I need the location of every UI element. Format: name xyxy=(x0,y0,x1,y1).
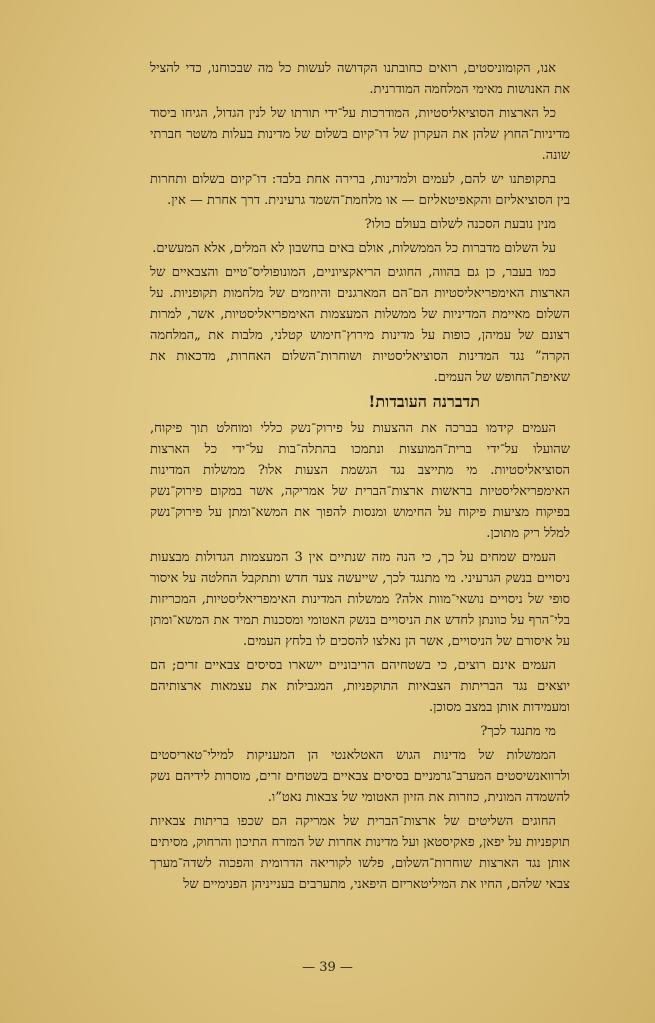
page-text xyxy=(150,58,570,898)
paragraph: מנין נובעת הסכנה לשלום בעולם כולו? xyxy=(364,217,556,232)
paragraph: הממשלות של מדינות הגוש האטלאנטי הן המעניקות למילי־טאריסטים ולרוואנשיסטים המערב־גרמניים בסיסים צבאיים בשטחים זרים, מוסרות לידיהם נשק להשמדה המונית, כוזרות את הזיון האטומי של צבאות נאט”ו. xyxy=(150,748,570,805)
paragraph: כמו בעבר, כן גם בהווה, החוגים הריאקציוניים, המונופוליס־טיים והצבאיים של הארצות האימפריאליסטיות הם־הם המארגנים והיוזמים של מלחמות תקופניות. על השלום מאיימת המדיניות של ממשלות המעצמות האימפריאליסטיות, אשר, למרות רצונם של עמיהן, כופות על מדינות מירוץ־חימוש קטלני, מלבות את „המלחמה הקרה” נגד המדינות הסוציאליסטיות ושוחרות־השלום האחרות, מדכאות את שאיפת־החופש של העמים. xyxy=(150,265,570,385)
paragraph: החוגים השליטים של ארצות־הברית של אמריקה הם שכפו בריתות צבאיות תוקפניות על יפאן, פאקיסטאן ועל מדינות אחרות של המזרח התיכון והרחוק, מסיתים אותן נגד הארצות שוחרות־השלום, פלשו לקוריאה הדרומית והפכוה לשדה־מערך צבאי שלהם, החיו את המיליטאריזם היפאני, מתערבים בענייניהן הפנימיים של xyxy=(150,814,570,892)
paragraph: העמים קידמו בברכה את ההצעות על פירוק־נשק כללי ומוחלט תוך פיקוח, שהועלו על־ידי ברית־המועצות ונתמכו בהתלה־בות על־ידי כל הארצות הסוציאליסטיות. מי מתייצב נגד הגשמת הצעות אלו? ממשלות המדינות האימפריאליסטיות בראשות ארצות־הברית של אמריקה, אשר במקום פירוק־נשק בפיקוח מציעות פיקוח על החימוש ומנסות להפוך את המשא־ומתן על פירוק־נשק למלל ריק מתוכן. xyxy=(150,421,570,541)
section-heading: תדברנה העובדות! xyxy=(368,392,480,411)
paragraph: העמים שמחים על כך, כי הנה מזה שנתיים אין 3 המעצמות הגדולות מבצעות ניסויים בנשק הגרעיני. מי מתנגד לכך, שייעשה צעד חדש ותתקבל החלטה על איסור סופי של ניסויים נושאי־מוות אלה? ממשלות המדינות האימפריאליסטיות, המכריזות בלי־הרף על כוונתן לחדש את הניסויים בנשק האטומי ומסכנות תמיד את המשא־ומתן על איסורם של הניסויים, אשר הן נאלצו להסכים לו בלחץ העמים. xyxy=(150,550,570,649)
paragraph: על השלום מדברות כל הממשלות, אולם באים בחשבון לא המלים, אלא המעשים. xyxy=(152,241,556,256)
paragraph: העמים אינם רוצים, כי בשטחיהם הריבוניים יישארו בסיסים צבאיים זרים; הם יוצאים נגד הבריתות הצבאיות התוקפניות, המגבילות את עצמאות ארצותיהם ומעמידות אותן במצב מסוכן. xyxy=(150,658,570,715)
page-number: — 39 — xyxy=(302,960,353,975)
paragraph: אנו, הקומוניסטים, רואים כחובתנו הקדושה לעשות כל מה שבכוחנו, כדי להציל את האנושות מאימי המלחמה המודרנית. xyxy=(150,61,570,97)
paragraph: בתקופתנו יש להם, לעמים ולמדינות, ברירה אחת בלבד: דו־קיום בשלום ותחרות בין הסוציאליזם והקאפיטאליזם — או מלחמת־השמד גרעינית. דרך אחרת — אין. xyxy=(150,172,570,208)
paragraph: מי מתנגד לכך? xyxy=(480,724,556,739)
paragraph: כל הארצות הסוציאליסטיות, המודרכות על־ידי תורתו של לנין הגדול, הגיחו ביסוד מדיניות־החוץ שלהן את העקרון של דו־קיום בשלום של מדינות בעלות משטר חברתי שונה. xyxy=(150,106,570,163)
